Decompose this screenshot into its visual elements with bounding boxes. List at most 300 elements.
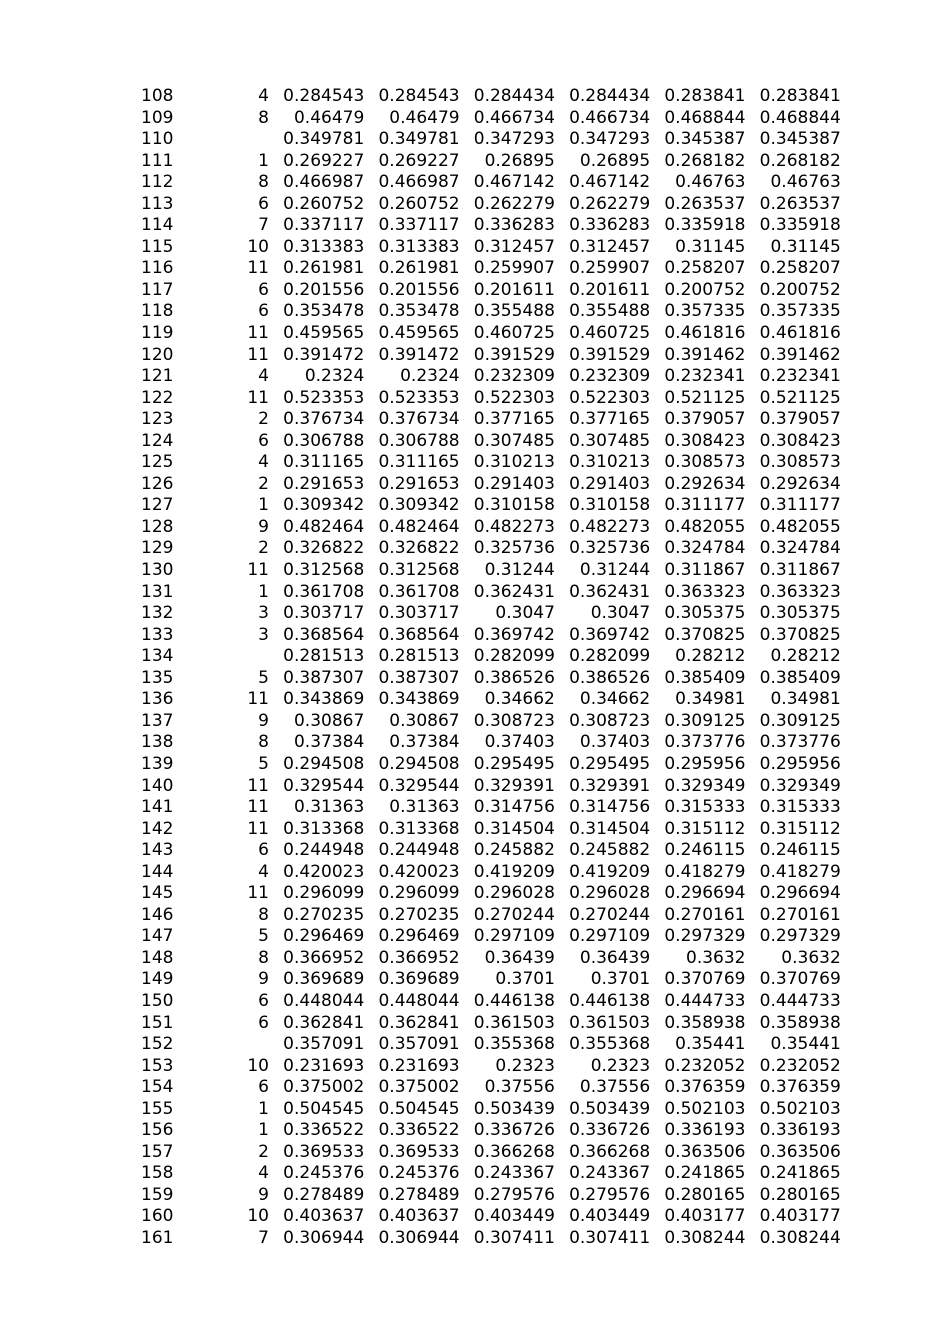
row-id-cell: 130 bbox=[141, 560, 174, 581]
value-cell-3: 0.307485 bbox=[473, 430, 555, 451]
count-cell: 3 bbox=[258, 624, 269, 645]
value-cell-6: 0.335918 bbox=[759, 215, 841, 236]
row-id-cell: 135 bbox=[141, 667, 174, 688]
value-cell-3: 0.503439 bbox=[473, 1098, 555, 1119]
value-cell-3: 0.314756 bbox=[473, 797, 555, 818]
value-cell-3: 0.386526 bbox=[473, 667, 555, 688]
value-cell-2: 0.201556 bbox=[378, 279, 460, 300]
count-cell: 8 bbox=[258, 172, 269, 193]
value-cell-5: 0.370769 bbox=[664, 969, 746, 990]
table-row bbox=[0, 1013, 841, 1035]
value-cell-5: 0.336193 bbox=[664, 1120, 746, 1141]
value-cell-6: 0.336193 bbox=[759, 1120, 841, 1141]
value-cell-4: 0.377165 bbox=[569, 409, 651, 430]
value-cell-5: 0.232341 bbox=[664, 366, 746, 387]
value-cell-4: 0.232309 bbox=[569, 366, 651, 387]
value-cell-1: 0.466987 bbox=[283, 172, 365, 193]
value-cell-6: 0.308423 bbox=[759, 430, 841, 451]
value-cell-3: 0.307411 bbox=[473, 1227, 555, 1248]
value-cell-6: 0.280165 bbox=[759, 1184, 841, 1205]
value-cell-1: 0.231693 bbox=[283, 1055, 365, 1076]
count-cell: 7 bbox=[258, 215, 269, 236]
value-cell-4: 0.325736 bbox=[569, 538, 651, 559]
count-cell: 1 bbox=[258, 150, 269, 171]
value-cell-4: 0.466734 bbox=[569, 107, 651, 128]
row-id-cell: 148 bbox=[141, 947, 174, 968]
count-cell: 2 bbox=[258, 1141, 269, 1162]
value-cell-6: 0.370769 bbox=[759, 969, 841, 990]
value-cell-2: 0.260752 bbox=[378, 193, 460, 214]
count-cell: 4 bbox=[258, 1163, 269, 1184]
table-row bbox=[0, 625, 841, 647]
value-cell-1: 0.504545 bbox=[283, 1098, 365, 1119]
value-cell-4: 0.37556 bbox=[579, 1077, 651, 1098]
row-id-cell: 113 bbox=[141, 193, 174, 214]
row-id-cell: 156 bbox=[141, 1120, 174, 1141]
value-cell-4: 0.296028 bbox=[569, 883, 651, 904]
count-cell: 11 bbox=[247, 323, 269, 344]
table-row bbox=[0, 431, 841, 453]
value-cell-4: 0.262279 bbox=[569, 193, 651, 214]
row-id-cell: 128 bbox=[141, 516, 174, 537]
value-cell-5: 0.335918 bbox=[664, 215, 746, 236]
count-cell: 10 bbox=[247, 236, 269, 257]
value-cell-3: 0.31244 bbox=[484, 560, 555, 581]
value-cell-1: 0.459565 bbox=[283, 323, 365, 344]
row-id-cell: 157 bbox=[141, 1141, 174, 1162]
count-cell: 2 bbox=[258, 409, 269, 430]
value-cell-1: 0.343869 bbox=[283, 689, 365, 710]
value-cell-3: 0.355368 bbox=[473, 1034, 555, 1055]
value-cell-3: 0.3701 bbox=[495, 969, 555, 990]
row-id-cell: 120 bbox=[141, 344, 174, 365]
value-cell-2: 0.466987 bbox=[378, 172, 460, 193]
count-cell: 5 bbox=[258, 753, 269, 774]
value-cell-3: 0.460725 bbox=[473, 323, 555, 344]
value-cell-1: 0.313383 bbox=[283, 236, 365, 257]
value-cell-3: 0.3047 bbox=[495, 603, 555, 624]
value-cell-5: 0.35441 bbox=[675, 1034, 746, 1055]
row-id-cell: 121 bbox=[141, 366, 174, 387]
count-cell: 9 bbox=[258, 516, 269, 537]
value-cell-2: 0.336522 bbox=[378, 1120, 460, 1141]
value-cell-4: 0.243367 bbox=[569, 1163, 651, 1184]
value-cell-3: 0.467142 bbox=[473, 172, 555, 193]
value-cell-2: 0.361708 bbox=[378, 581, 460, 602]
table-row bbox=[0, 905, 841, 927]
value-cell-3: 0.282099 bbox=[473, 646, 555, 667]
value-cell-6: 0.296694 bbox=[759, 883, 841, 904]
value-cell-1: 0.403637 bbox=[283, 1206, 365, 1227]
row-id-cell: 147 bbox=[141, 926, 174, 947]
value-cell-1: 0.336522 bbox=[283, 1120, 365, 1141]
value-cell-3: 0.37556 bbox=[484, 1077, 555, 1098]
value-cell-1: 0.269227 bbox=[283, 150, 365, 171]
value-cell-4: 0.419209 bbox=[569, 861, 651, 882]
row-id-cell: 146 bbox=[141, 904, 174, 925]
value-cell-2: 0.296469 bbox=[378, 926, 460, 947]
value-cell-3: 0.312457 bbox=[473, 236, 555, 257]
value-cell-6: 0.461816 bbox=[759, 323, 841, 344]
row-id-cell: 127 bbox=[141, 495, 174, 516]
value-cell-5: 0.521125 bbox=[664, 387, 746, 408]
value-cell-4: 0.366268 bbox=[569, 1141, 651, 1162]
table-row bbox=[0, 172, 841, 194]
table-row bbox=[0, 1034, 841, 1056]
value-cell-4: 0.2323 bbox=[590, 1055, 651, 1076]
value-cell-5: 0.270161 bbox=[664, 904, 746, 925]
value-cell-6: 0.241865 bbox=[759, 1163, 841, 1184]
value-cell-3: 0.403449 bbox=[473, 1206, 555, 1227]
value-cell-4: 0.355368 bbox=[569, 1034, 651, 1055]
value-cell-1: 0.366952 bbox=[283, 947, 365, 968]
value-cell-3: 0.34662 bbox=[484, 689, 555, 710]
value-cell-2: 0.306944 bbox=[378, 1227, 460, 1248]
value-cell-4: 0.362431 bbox=[569, 581, 651, 602]
row-id-cell: 160 bbox=[141, 1206, 174, 1227]
value-cell-5: 0.297329 bbox=[664, 926, 746, 947]
row-id-cell: 136 bbox=[141, 689, 174, 710]
table-row bbox=[0, 948, 841, 970]
value-cell-4: 0.467142 bbox=[569, 172, 651, 193]
table-row bbox=[0, 194, 841, 216]
table-row bbox=[0, 129, 841, 151]
value-cell-2: 0.369689 bbox=[378, 969, 460, 990]
value-cell-1: 0.245376 bbox=[283, 1163, 365, 1184]
value-cell-2: 0.420023 bbox=[378, 861, 460, 882]
table-row bbox=[0, 474, 841, 496]
value-cell-2: 0.366952 bbox=[378, 947, 460, 968]
count-cell: 11 bbox=[247, 818, 269, 839]
table-row bbox=[0, 1077, 841, 1099]
row-id-cell: 133 bbox=[141, 624, 174, 645]
value-cell-2: 0.368564 bbox=[378, 624, 460, 645]
table-row bbox=[0, 776, 841, 798]
value-cell-4: 0.312457 bbox=[569, 236, 651, 257]
value-cell-5: 0.311177 bbox=[664, 495, 746, 516]
value-cell-5: 0.246115 bbox=[664, 840, 746, 861]
row-id-cell: 161 bbox=[141, 1227, 174, 1248]
value-cell-5: 0.468844 bbox=[664, 107, 746, 128]
value-cell-2: 0.294508 bbox=[378, 753, 460, 774]
count-cell: 4 bbox=[258, 366, 269, 387]
value-cell-1: 0.201556 bbox=[283, 279, 365, 300]
row-id-cell: 155 bbox=[141, 1098, 174, 1119]
row-id-cell: 152 bbox=[141, 1034, 174, 1055]
value-cell-6: 0.345387 bbox=[759, 129, 841, 150]
value-cell-4: 0.245882 bbox=[569, 840, 651, 861]
row-id-cell: 141 bbox=[141, 797, 174, 818]
table-row bbox=[0, 862, 841, 884]
value-cell-6: 0.246115 bbox=[759, 840, 841, 861]
row-id-cell: 108 bbox=[141, 86, 174, 106]
value-cell-1: 0.294508 bbox=[283, 753, 365, 774]
table-row bbox=[0, 603, 841, 625]
table-row bbox=[0, 560, 841, 582]
count-cell: 11 bbox=[247, 560, 269, 581]
value-cell-4: 0.314756 bbox=[569, 797, 651, 818]
value-cell-6: 0.403177 bbox=[759, 1206, 841, 1227]
value-cell-2: 0.31363 bbox=[389, 797, 460, 818]
value-cell-3: 0.336726 bbox=[473, 1120, 555, 1141]
row-id-cell: 117 bbox=[141, 279, 174, 300]
table-row bbox=[0, 582, 841, 604]
value-cell-4: 0.291403 bbox=[569, 473, 651, 494]
value-cell-3: 0.297109 bbox=[473, 926, 555, 947]
value-cell-5: 0.418279 bbox=[664, 861, 746, 882]
count-cell: 8 bbox=[258, 947, 269, 968]
count-cell: 4 bbox=[258, 861, 269, 882]
value-cell-1: 0.313368 bbox=[283, 818, 365, 839]
value-cell-6: 0.391462 bbox=[759, 344, 841, 365]
value-cell-3: 0.446138 bbox=[473, 990, 555, 1011]
value-cell-1: 0.369689 bbox=[283, 969, 365, 990]
value-cell-1: 0.260752 bbox=[283, 193, 365, 214]
value-cell-5: 0.34981 bbox=[675, 689, 746, 710]
table-row bbox=[0, 969, 841, 991]
value-cell-6: 0.315333 bbox=[759, 797, 841, 818]
value-cell-6: 0.200752 bbox=[759, 279, 841, 300]
value-cell-2: 0.281513 bbox=[378, 646, 460, 667]
count-cell: 6 bbox=[258, 1012, 269, 1033]
row-id-cell: 144 bbox=[141, 861, 174, 882]
value-cell-3: 0.245882 bbox=[473, 840, 555, 861]
value-cell-3: 0.36439 bbox=[484, 947, 555, 968]
value-cell-1: 0.387307 bbox=[283, 667, 365, 688]
row-id-cell: 151 bbox=[141, 1012, 174, 1033]
table-row bbox=[0, 711, 841, 733]
count-cell: 7 bbox=[258, 1227, 269, 1248]
table-row bbox=[0, 1206, 841, 1228]
value-cell-5: 0.345387 bbox=[664, 129, 746, 150]
value-cell-4: 0.307485 bbox=[569, 430, 651, 451]
count-cell bbox=[180, 646, 269, 668]
row-id-cell: 116 bbox=[141, 258, 174, 279]
row-id-cell: 112 bbox=[141, 172, 174, 193]
table-row bbox=[0, 1163, 841, 1185]
count-cell: 11 bbox=[247, 344, 269, 365]
value-cell-2: 0.313368 bbox=[378, 818, 460, 839]
value-cell-5: 0.268182 bbox=[664, 150, 746, 171]
value-cell-4: 0.460725 bbox=[569, 323, 651, 344]
value-cell-6: 0.295956 bbox=[759, 753, 841, 774]
value-cell-6: 0.309125 bbox=[759, 710, 841, 731]
count-cell: 6 bbox=[258, 301, 269, 322]
value-cell-2: 0.269227 bbox=[378, 150, 460, 171]
count-cell: 3 bbox=[258, 603, 269, 624]
table-row bbox=[0, 689, 841, 711]
value-cell-6: 0.357335 bbox=[759, 301, 841, 322]
value-cell-6: 0.3632 bbox=[781, 947, 841, 968]
value-cell-6: 0.373776 bbox=[759, 732, 841, 753]
value-cell-2: 0.46479 bbox=[389, 107, 460, 128]
count-cell: 8 bbox=[258, 732, 269, 753]
value-cell-6: 0.34981 bbox=[770, 689, 841, 710]
value-cell-5: 0.502103 bbox=[664, 1098, 746, 1119]
value-cell-5: 0.315112 bbox=[664, 818, 746, 839]
row-id-cell: 118 bbox=[141, 301, 174, 322]
value-cell-3: 0.26895 bbox=[484, 150, 555, 171]
value-cell-4: 0.386526 bbox=[569, 667, 651, 688]
value-cell-6: 0.311177 bbox=[759, 495, 841, 516]
value-cell-4: 0.37403 bbox=[579, 732, 651, 753]
value-cell-2: 0.387307 bbox=[378, 667, 460, 688]
value-cell-6: 0.292634 bbox=[759, 473, 841, 494]
value-cell-4: 0.310158 bbox=[569, 495, 651, 516]
row-id-cell: 110 bbox=[141, 129, 174, 150]
table-row bbox=[0, 151, 841, 173]
table-row bbox=[0, 517, 841, 539]
value-cell-4: 0.26895 bbox=[579, 150, 651, 171]
count-cell: 1 bbox=[258, 1120, 269, 1141]
value-cell-3: 0.295495 bbox=[473, 753, 555, 774]
table-row bbox=[0, 1099, 841, 1121]
value-cell-5: 0.263537 bbox=[664, 193, 746, 214]
value-cell-4: 0.329391 bbox=[569, 775, 651, 796]
value-cell-2: 0.296099 bbox=[378, 883, 460, 904]
table-row bbox=[0, 797, 841, 819]
value-cell-6: 0.370825 bbox=[759, 624, 841, 645]
value-cell-1: 0.482464 bbox=[283, 516, 365, 537]
value-cell-3: 0.262279 bbox=[473, 193, 555, 214]
row-id-cell: 115 bbox=[141, 236, 174, 257]
value-cell-2: 0.504545 bbox=[378, 1098, 460, 1119]
value-cell-2: 0.459565 bbox=[378, 323, 460, 344]
value-cell-6: 0.31145 bbox=[770, 236, 841, 257]
table-row bbox=[0, 991, 841, 1013]
value-cell-1: 0.309342 bbox=[283, 495, 365, 516]
value-cell-3: 0.362431 bbox=[473, 581, 555, 602]
value-cell-5: 0.292634 bbox=[664, 473, 746, 494]
value-cell-3: 0.279576 bbox=[473, 1184, 555, 1205]
value-cell-4: 0.336283 bbox=[569, 215, 651, 236]
count-cell: 11 bbox=[247, 883, 269, 904]
value-cell-2: 0.312568 bbox=[378, 560, 460, 581]
data-table-body bbox=[0, 86, 841, 1250]
value-cell-3: 0.466734 bbox=[473, 107, 555, 128]
data-table bbox=[0, 86, 841, 1250]
count-cell bbox=[180, 1034, 269, 1056]
value-cell-1: 0.284543 bbox=[283, 86, 365, 106]
value-cell-5: 0.363506 bbox=[664, 1141, 746, 1162]
value-cell-6: 0.468844 bbox=[759, 107, 841, 128]
count-cell: 8 bbox=[258, 904, 269, 925]
value-cell-5: 0.391462 bbox=[664, 344, 746, 365]
value-cell-6: 0.232341 bbox=[759, 366, 841, 387]
count-cell: 2 bbox=[258, 538, 269, 559]
value-cell-3: 0.391529 bbox=[473, 344, 555, 365]
value-cell-5: 0.296694 bbox=[664, 883, 746, 904]
count-cell: 10 bbox=[247, 1206, 269, 1227]
value-cell-2: 0.375002 bbox=[378, 1077, 460, 1098]
value-cell-6: 0.502103 bbox=[759, 1098, 841, 1119]
value-cell-4: 0.259907 bbox=[569, 258, 651, 279]
value-cell-5: 0.373776 bbox=[664, 732, 746, 753]
table-row bbox=[0, 258, 841, 280]
value-cell-6: 0.268182 bbox=[759, 150, 841, 171]
table-row bbox=[0, 1056, 841, 1078]
row-id-cell: 143 bbox=[141, 840, 174, 861]
value-cell-6: 0.283841 bbox=[759, 86, 841, 106]
value-cell-1: 0.357091 bbox=[283, 1034, 365, 1055]
table-row bbox=[0, 495, 841, 517]
value-cell-1: 0.31363 bbox=[293, 797, 365, 818]
row-id-cell: 142 bbox=[141, 818, 174, 839]
count-cell bbox=[180, 129, 269, 151]
value-cell-5: 0.329349 bbox=[664, 775, 746, 796]
table-row bbox=[0, 366, 841, 388]
value-cell-2: 0.313383 bbox=[378, 236, 460, 257]
value-cell-5: 0.461816 bbox=[664, 323, 746, 344]
value-cell-1: 0.362841 bbox=[283, 1012, 365, 1033]
value-cell-1: 0.270235 bbox=[283, 904, 365, 925]
count-cell: 4 bbox=[258, 86, 269, 106]
count-cell: 10 bbox=[247, 1055, 269, 1076]
row-id-cell: 109 bbox=[141, 107, 174, 128]
value-cell-4: 0.36439 bbox=[579, 947, 651, 968]
value-cell-2: 0.357091 bbox=[378, 1034, 460, 1055]
row-id-cell: 153 bbox=[141, 1055, 174, 1076]
value-cell-5: 0.46763 bbox=[675, 172, 746, 193]
count-cell: 11 bbox=[247, 775, 269, 796]
value-cell-6: 0.297329 bbox=[759, 926, 841, 947]
table-row bbox=[0, 323, 841, 345]
value-cell-1: 0.296099 bbox=[283, 883, 365, 904]
value-cell-4: 0.282099 bbox=[569, 646, 651, 667]
count-cell: 4 bbox=[258, 452, 269, 473]
value-cell-3: 0.310213 bbox=[473, 452, 555, 473]
value-cell-1: 0.2324 bbox=[304, 366, 365, 387]
value-cell-1: 0.244948 bbox=[283, 840, 365, 861]
table-row bbox=[0, 538, 841, 560]
value-cell-2: 0.306788 bbox=[378, 430, 460, 451]
value-cell-4: 0.503439 bbox=[569, 1098, 651, 1119]
value-cell-3: 0.308723 bbox=[473, 710, 555, 731]
value-cell-6: 0.385409 bbox=[759, 667, 841, 688]
value-cell-5: 0.308573 bbox=[664, 452, 746, 473]
value-cell-5: 0.379057 bbox=[664, 409, 746, 430]
value-cell-2: 0.403637 bbox=[378, 1206, 460, 1227]
table-row bbox=[0, 409, 841, 431]
value-cell-3: 0.2323 bbox=[495, 1055, 555, 1076]
value-cell-2: 0.369533 bbox=[378, 1141, 460, 1162]
table-row bbox=[0, 215, 841, 237]
row-id-cell: 158 bbox=[141, 1163, 174, 1184]
row-id-cell: 138 bbox=[141, 732, 174, 753]
value-cell-3: 0.232309 bbox=[473, 366, 555, 387]
value-cell-2: 0.303717 bbox=[378, 603, 460, 624]
count-cell: 11 bbox=[247, 258, 269, 279]
value-cell-6: 0.46763 bbox=[770, 172, 841, 193]
row-id-cell: 111 bbox=[141, 150, 174, 171]
value-cell-1: 0.312568 bbox=[283, 560, 365, 581]
value-cell-4: 0.310213 bbox=[569, 452, 651, 473]
count-cell: 9 bbox=[258, 969, 269, 990]
value-cell-2: 0.448044 bbox=[378, 990, 460, 1011]
value-cell-2: 0.343869 bbox=[378, 689, 460, 710]
value-cell-1: 0.420023 bbox=[283, 861, 365, 882]
value-cell-3: 0.325736 bbox=[473, 538, 555, 559]
value-cell-4: 0.314504 bbox=[569, 818, 651, 839]
value-cell-1: 0.303717 bbox=[283, 603, 365, 624]
value-cell-5: 0.403177 bbox=[664, 1206, 746, 1227]
value-cell-5: 0.357335 bbox=[664, 301, 746, 322]
value-cell-1: 0.448044 bbox=[283, 990, 365, 1011]
value-cell-1: 0.376734 bbox=[283, 409, 365, 430]
count-cell: 6 bbox=[258, 279, 269, 300]
value-cell-1: 0.37384 bbox=[293, 732, 365, 753]
value-cell-4: 0.34662 bbox=[579, 689, 651, 710]
